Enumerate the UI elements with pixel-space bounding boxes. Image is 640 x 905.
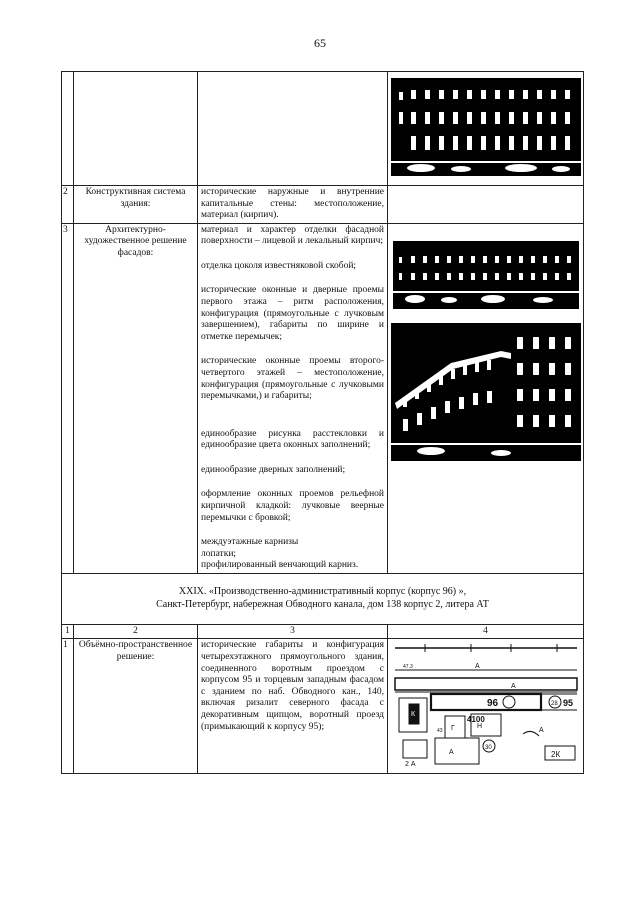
row-element-name: Архитектурно-художественное решение фасадов: <box>74 223 198 573</box>
row-number: 3 <box>62 223 74 573</box>
plan-label: 96 <box>487 698 499 710</box>
row-photo-cell <box>388 223 584 573</box>
row-description <box>198 223 388 573</box>
feature-item: исторические оконные и дверные проемы первого этажа – ритм расположения, конфигурация (прямоугольные с лучковым завершением), габариты по ширине и отметке перемычек; <box>201 285 384 342</box>
plan-label: 43 <box>437 728 443 735</box>
feature-item: единообразие рисунка расстекловки и единообразие цвета оконных заполнений; <box>201 428 384 451</box>
page-number: 65 <box>314 36 326 50</box>
feature-item: единообразие дверных заполнений; <box>201 464 346 475</box>
section-heading <box>62 573 584 624</box>
section-address: Санкт-Петербург, набережная Обводного канала, дом 138 корпус 2, литера АТ <box>156 599 489 611</box>
table-row <box>62 573 584 624</box>
plan-label: 2К <box>551 750 561 760</box>
corner-building-photo <box>391 323 581 461</box>
plan-label: 28 <box>551 701 558 708</box>
plan-label: Г <box>451 725 455 733</box>
table-row <box>62 639 584 774</box>
plan-label: К <box>411 711 416 719</box>
plan-label: Н <box>477 723 483 731</box>
table-header-row <box>62 624 584 639</box>
plan-label: А <box>449 749 454 757</box>
plan-label: 30 <box>485 745 492 752</box>
feature-item: исторические оконные проемы второго-четвертого этажей – местоположение, конфигурация (прямоугольные с лучковыми перемычками,) и габариты; <box>201 356 384 402</box>
feature-item: оформление оконных проемов рельефной кирпичной кладкой: лучковые веерные перемычки с бровкой; <box>201 489 384 523</box>
section-title: XXIX. «Производственно-административный корпус (корпус 96) », <box>178 585 467 597</box>
feature-item: материал и характер отделки фасадной поверхности – лицевой и лекальный кирпич; <box>201 224 384 247</box>
row-photo-cell <box>388 186 584 224</box>
table-row <box>62 186 584 224</box>
row-plan-cell <box>388 639 584 774</box>
feature-item: лопатки; <box>201 548 237 559</box>
row-description <box>198 72 388 186</box>
plan-label: А <box>511 683 516 691</box>
row-description: исторические габариты и конфигурация четырехэтажного прямоугольного здания, соединенного воротным проездом с корпусом 95 и торцевым западным фасадом с зданием по наб. Обводного кан., 140, включая ризалит северного фасада с декоративным щипцом, воротный проезд (примыкающий к корпусу 95); <box>198 639 388 774</box>
row-number: 2 <box>62 186 74 224</box>
row-number <box>62 72 74 186</box>
table-row <box>62 223 584 573</box>
feature-item: отделка цоколя известняковой скобой; <box>201 260 357 271</box>
column-header: 4 <box>388 624 584 639</box>
building-facade-photo <box>391 78 581 176</box>
feature-item: междуэтажные карнизы <box>201 537 299 548</box>
site-plan-drawing <box>391 642 581 772</box>
plan-label: 47.3 <box>403 664 413 671</box>
plan-label: 95 <box>563 698 574 709</box>
row-photo-cell <box>388 72 584 186</box>
row-number: 1 <box>62 639 74 774</box>
plan-label: А <box>539 727 544 735</box>
column-header: 1 <box>62 624 74 639</box>
column-header: 2 <box>74 624 198 639</box>
row-element-name: Объёмно-пространственное решение: <box>74 639 198 774</box>
plan-label: А <box>475 663 480 671</box>
row-description: исторические наружные и внутренние капитальные стены: местоположение, материал (кирпич). <box>198 186 388 224</box>
plan-label: 4100 <box>467 715 485 725</box>
street-facade-photo <box>393 241 579 309</box>
row-element-name: Конструктивная система здания: <box>74 186 198 224</box>
table-row <box>62 72 584 186</box>
row-element-name <box>74 72 198 186</box>
column-header: 3 <box>198 624 388 639</box>
plan-label: 2 А <box>405 761 416 769</box>
feature-item: профилированный венчающий карниз. <box>201 560 359 571</box>
register-table <box>61 71 584 774</box>
